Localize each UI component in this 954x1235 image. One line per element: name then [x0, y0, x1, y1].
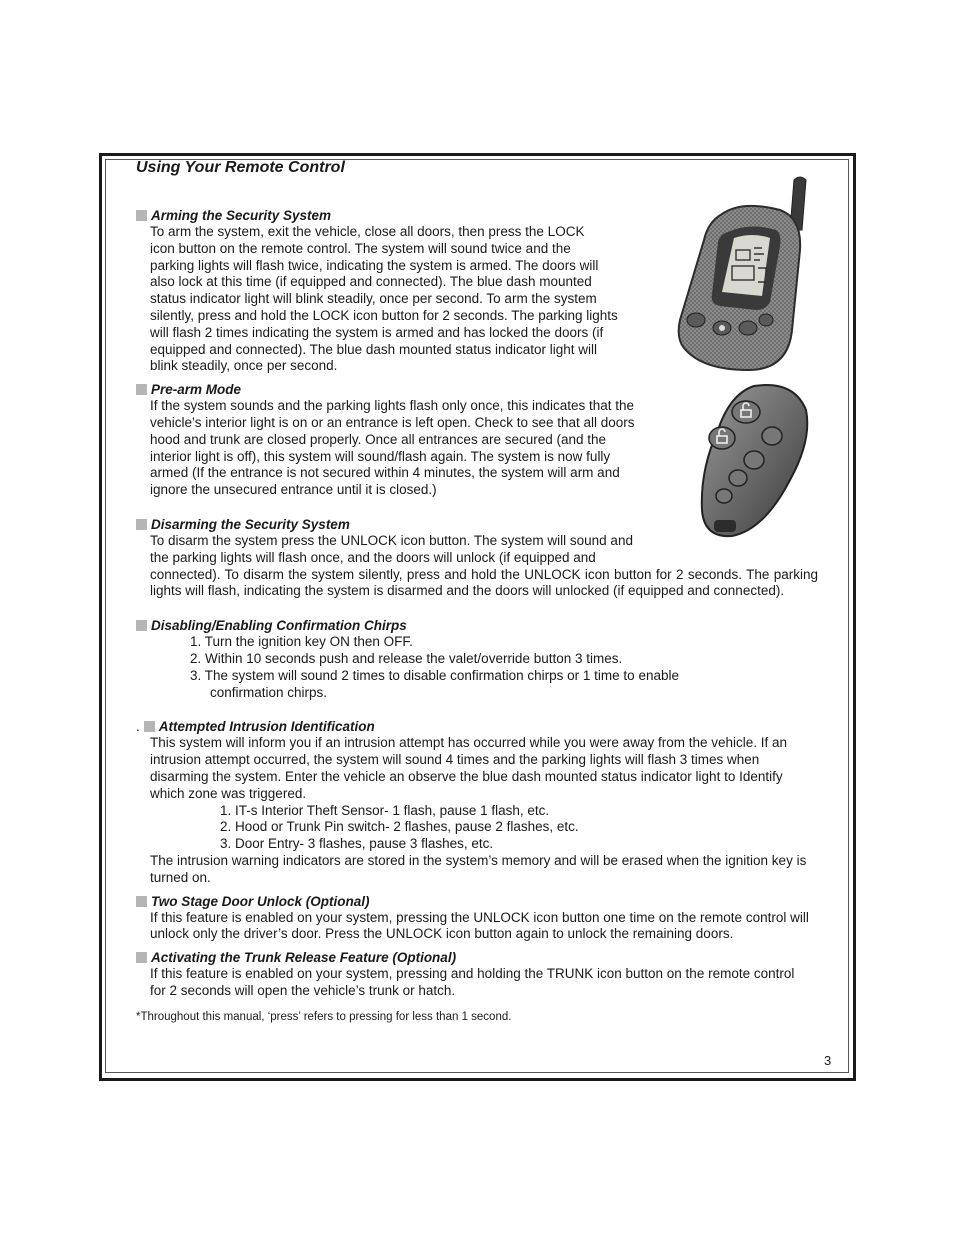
section-body	[150, 533, 690, 567]
text-line: If the system sounds and the parking lights flash only once, this indicates that the	[150, 398, 635, 414]
footnote: *Throughout this manual, ‘press’ refers to pressing for less than 1 second.	[136, 1010, 512, 1023]
section-prearm	[136, 381, 826, 499]
section-body: If this feature is enabled on your system, pressing the UNLOCK icon button one time on the remote control will unlock only the driver’s door. Press the UNLOCK icon button again to unlock the remaining doors.	[150, 909, 809, 942]
text-line: equipped and connected). The blue dash mounted status indicator light will	[150, 341, 598, 357]
bullet-square-icon	[136, 952, 147, 963]
page-content	[136, 158, 826, 1024]
section-heading: Pre-arm Mode	[136, 381, 826, 398]
section-heading: Disarming the Security System	[136, 516, 826, 533]
bullet-square-icon	[144, 721, 155, 732]
text-line: status indicator light will blink steadily, once per second. To arm the system	[150, 291, 597, 307]
text-line: To disarm the system press the UNLOCK icon button. The system will sound and	[150, 532, 633, 548]
section-body-continued: connected). To disarm the system silently, press and hold the UNLOCK icon button for 2 seconds. The parking lights will flash, indicating the system is disarmed and the doors will unlocked (if equipped and connected).	[150, 566, 818, 599]
list-item: 3. Door Entry- 3 flashes, pause 3 flashes, etc.	[220, 836, 494, 852]
steps-list	[136, 634, 736, 701]
page-number: 3	[824, 1053, 832, 1068]
section-heading: Arming the Security System	[136, 207, 826, 224]
section-body: If this feature is enabled on your system, pressing and holding the TRUNK icon button on the remote control for 2 seconds will open the vehicle’s trunk or hatch.	[150, 966, 795, 998]
text-line: armed (If the entrance is not secured within 4 minutes, the system will arm and	[150, 465, 620, 481]
text-line: will flash 2 times indicating the system is armed and has locked the doors (if	[150, 324, 604, 340]
text-line: parking lights will flash twice, indicating the system is armed. The doors will	[150, 257, 599, 273]
text-line: hood and trunk are closed properly. Once all entrances are secured (and the	[150, 431, 607, 447]
list-item: 1. Turn the ignition key ON then OFF.	[190, 634, 413, 650]
text-line: interior light is off), this system will sound/flash again. The system is now fully	[150, 448, 611, 464]
zones-list	[136, 803, 776, 853]
section-disarming	[136, 516, 826, 600]
section-chirps	[136, 617, 826, 701]
section-heading: Two Stage Door Unlock (Optional)	[136, 893, 826, 910]
list-item: 2. Within 10 seconds push and release the valet/override button 3 times.	[190, 650, 623, 666]
page-title: Using Your Remote Control	[136, 159, 345, 176]
text-line: To arm the system, exit the vehicle, close all doors, then press the LOCK	[150, 224, 585, 239]
bullet-square-icon	[136, 519, 147, 530]
text-line: vehicle’s interior light is on or an entrance is left open. Check to see that all doors	[150, 414, 635, 430]
bullet-square-icon	[136, 896, 147, 907]
section-heading: Activating the Trunk Release Feature (Optional)	[136, 949, 826, 966]
text-line: also lock at this time (if equipped and connected). The blue dash mounted	[150, 274, 592, 290]
text-line: silently, press and hold the LOCK icon button for 2 seconds. The parking lights	[150, 307, 618, 323]
section-body	[150, 398, 690, 499]
section-body: This system will inform you if an intrusion attempt has occurred while you were away from the vehicle. If an intrusion attempt occurred, the system will sound 4 times and the parking lights will flash 3 times when disarming the system. Enter the vehicle an observe the blue dash mounted status indicator light to Identify which zone was triggered.	[150, 735, 788, 801]
section-heading: Disabling/Enabling Confirmation Chirps	[136, 617, 826, 634]
bullet-square-icon	[136, 620, 147, 631]
bullet-square-icon	[136, 384, 147, 395]
text-line: blink steadily, once per second.	[150, 358, 338, 374]
text-line: the parking lights will flash once, and the doors will unlock (if equipped and	[150, 549, 596, 565]
bullet-square-icon	[136, 210, 147, 221]
list-item: 1. IT-s Interior Theft Sensor- 1 flash, pause 1 flash, etc.	[220, 802, 550, 818]
section-body-after: The intrusion warning indicators are stored in the system’s memory and will be erased when the ignition key is turned on.	[150, 852, 807, 885]
section-body	[150, 224, 676, 375]
section-two-stage	[136, 893, 826, 944]
list-item: 2. Hood or Trunk Pin switch- 2 flashes, pause 2 flashes, etc.	[220, 819, 579, 835]
section-heading: . Attempted Intrusion Identification	[136, 719, 375, 735]
section-arming	[136, 207, 826, 375]
section-trunk	[136, 949, 826, 1000]
list-item: 3. The system will sound 2 times to disable confirmation chirps or 1 time to enable confirmation chirps.	[190, 667, 679, 700]
section-intrusion	[136, 718, 826, 886]
text-line: icon button on the remote control. The system will sound twice and the	[150, 240, 571, 256]
text-line: ignore the unsecured entrance until it is closed.)	[150, 482, 437, 498]
